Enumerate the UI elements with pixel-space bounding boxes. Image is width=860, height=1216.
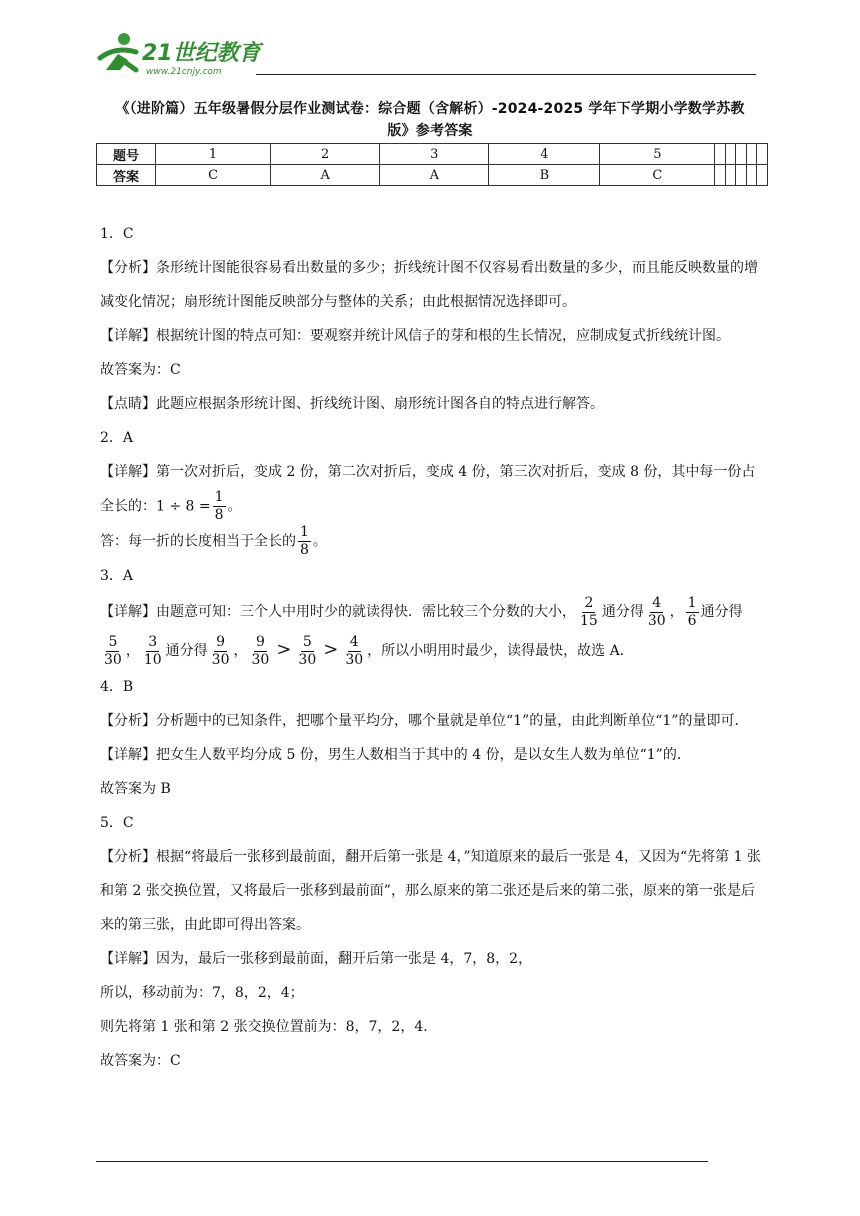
fraction [686, 595, 699, 630]
q5-line-3: 则先将第 1 张和第 2 张交换位置前为：8，7，2，4． [100, 1019, 438, 1035]
fraction [578, 595, 600, 630]
q5-detail [100, 942, 768, 976]
answer-table [96, 143, 768, 186]
q1-analysis [100, 251, 768, 319]
q5-line-2: 所以，移动前为：7，8，2，4； [100, 985, 304, 1001]
comment-tag: 【点睛】 [100, 396, 156, 412]
q2-reply [100, 524, 768, 559]
q3-tail-text: ，所以小明用时最少，读得最快，故选 A． [367, 643, 634, 659]
analysis-tag: 【分析】 [100, 713, 156, 729]
q2-heading: 2．A [100, 430, 134, 446]
fraction [142, 634, 164, 669]
answer-cell: A [271, 165, 380, 186]
denominator: 30 [345, 651, 364, 668]
q1-answer: 故答案为：C [100, 362, 181, 378]
greater-than-sign: > [323, 639, 339, 660]
q3-text: 通分得 [601, 604, 644, 620]
greater-than-sign: > [276, 639, 292, 660]
21cnjy-logo [96, 30, 266, 78]
answer-cell: C [156, 165, 271, 186]
fraction [213, 489, 226, 524]
q4-detail-text: 把女生人数平均分成 5 份，男生人数相当于其中的 4 份，是以女生人数为单位“1”的． [156, 747, 691, 763]
numerator: 1 [300, 524, 309, 540]
title-line-2: 版》参考答案 [387, 123, 473, 139]
fraction [296, 634, 318, 669]
q1-detail [100, 319, 768, 353]
q1-analysis-text: 条形统计图能很容易看出数量的多少；折线统计图不仅容易看出数量的多少，而且能反映数量的增减变化情况；扇形统计图能反映部分与整体的关系；由此根据情况选择即可。 [100, 260, 758, 310]
answer-cell [736, 165, 747, 186]
number-cell [736, 144, 747, 165]
q5-detail-text: 因为，最后一张移到最前面，翻开后第一张是 4，7，8，2， [156, 951, 533, 967]
fraction [210, 634, 232, 669]
analysis-tag: 【分析】 [100, 260, 156, 276]
q5-analysis [100, 840, 768, 942]
number-cell: 5 [600, 144, 715, 165]
title-line-1: 《（进阶篇）五年级暑假分层作业测试卷：综合题（含解析）-2024-2025 学年下学期小学数学苏教 [115, 101, 745, 117]
answer-cell [715, 165, 726, 186]
punctuation: ， [669, 604, 684, 620]
detail-tag: 【详解】 [100, 747, 156, 763]
answer-cell [757, 165, 768, 186]
page-header [96, 30, 756, 78]
punctuation: 。 [227, 498, 242, 515]
number-cell [725, 144, 736, 165]
row-header-number: 题号 [97, 144, 156, 165]
denominator: 8 [214, 507, 224, 523]
punctuation: ， [125, 643, 140, 659]
analysis-tag: 【分析】 [100, 849, 156, 865]
denominator: 30 [211, 651, 230, 668]
number-cell [746, 144, 757, 165]
number-cell [715, 144, 726, 165]
solutions-body [100, 217, 768, 1078]
punctuation: ， [233, 643, 248, 659]
document-title [96, 98, 764, 142]
denominator: 30 [251, 651, 270, 668]
q5-heading: 5．C [100, 815, 134, 831]
q1-detail-text: 根据统计图的特点可知：要观察并统计风信子的芽和根的生长情况，应制成复式折线统计图。 [156, 328, 730, 344]
numerator: 4 [652, 594, 662, 611]
fraction [102, 634, 124, 669]
q4-heading: 4．B [100, 679, 134, 695]
q1-heading: 1．C [100, 226, 134, 242]
detail-tag: 【详解】 [100, 951, 156, 967]
q2-detail-text: 第一次对折后，变成 2 份，第二次对折后，变成 4 份，第三次对折后，变成 8 份，其中每一份占全长的： [100, 464, 756, 515]
punctuation: 。 [312, 533, 327, 550]
svg-text:www.21cnjy.com: www.21cnjy.com [146, 67, 222, 77]
denominator: 8 [300, 542, 309, 558]
q5-analysis-text: 根据“将最后一张移到最前面，翻开后第一张是 4，”知道原来的最后一张是 4，又因为“先将第 1 张和第 2 张交换位置，又将最后一张移到最前面”，那么原来的第二张还是后来的第二张，原来的第一张是后来的第三张，由此即可得出答案。 [100, 849, 761, 933]
q5-answer: 故答案为：C [100, 1053, 181, 1069]
q3-heading: 3．A [100, 568, 134, 584]
numerator: 9 [255, 633, 265, 650]
numerator: 1 [687, 594, 697, 611]
number-cell: 4 [489, 144, 600, 165]
numerator: 3 [148, 633, 158, 650]
numerator: 1 [214, 489, 224, 505]
number-cell: 2 [271, 144, 380, 165]
detail-tag: 【详解】 [100, 604, 156, 620]
q1-comment [100, 387, 768, 421]
row-header-answer: 答案 [97, 165, 156, 186]
q1-comment-text: 此题应根据条形统计图、折线统计图、扇形统计图各自的特点进行解答。 [156, 396, 604, 412]
fraction [298, 524, 311, 559]
q3-text: 通分得 [165, 643, 208, 659]
number-cell [757, 144, 768, 165]
answer-cell: B [489, 165, 600, 186]
q4-detail [100, 738, 768, 772]
fraction [249, 634, 271, 669]
answer-row [97, 165, 768, 186]
denominator: 6 [687, 612, 697, 629]
numerator: 5 [302, 633, 312, 650]
q3-detail [100, 593, 768, 670]
q4-answer: 故答案为 B [100, 781, 171, 797]
answer-cell [746, 165, 757, 186]
denominator: 30 [298, 651, 317, 668]
denominator: 30 [647, 612, 666, 629]
numerator: 5 [108, 633, 118, 650]
answer-cell: A [380, 165, 489, 186]
question-number-row [97, 144, 768, 165]
q3-detail-text: 由题意可知：三个人中用时少的就读得快．需比较三个分数的大小， [156, 604, 576, 620]
number-cell: 1 [156, 144, 271, 165]
q2-detail [100, 455, 768, 524]
detail-tag: 【详解】 [100, 328, 156, 344]
q2-reply-text: 答：每一折的长度相当于全长的 [100, 533, 296, 550]
numerator: 4 [349, 633, 359, 650]
numerator: 2 [584, 594, 594, 611]
fraction [646, 595, 668, 630]
detail-tag: 【详解】 [100, 464, 156, 480]
svg-text:21世纪教育: 21世纪教育 [142, 41, 261, 66]
q4-analysis [100, 704, 768, 738]
fraction [343, 634, 365, 669]
denominator: 10 [143, 651, 162, 668]
numerator: 9 [216, 633, 226, 650]
q3-text: 通分得 [700, 604, 743, 620]
footer-rule [96, 1161, 708, 1162]
denominator: 30 [104, 651, 122, 668]
q4-analysis-text: 分析题中的已知条件，把哪个量平均分，哪个量就是单位“1”的量，由此判断单位“1”的量即可． [156, 713, 749, 729]
number-cell: 3 [380, 144, 489, 165]
header-rule [256, 74, 756, 75]
answer-cell: C [600, 165, 715, 186]
answer-cell [725, 165, 736, 186]
denominator: 15 [580, 612, 598, 629]
q2-expression: 1 ÷ 8 = [156, 498, 211, 515]
